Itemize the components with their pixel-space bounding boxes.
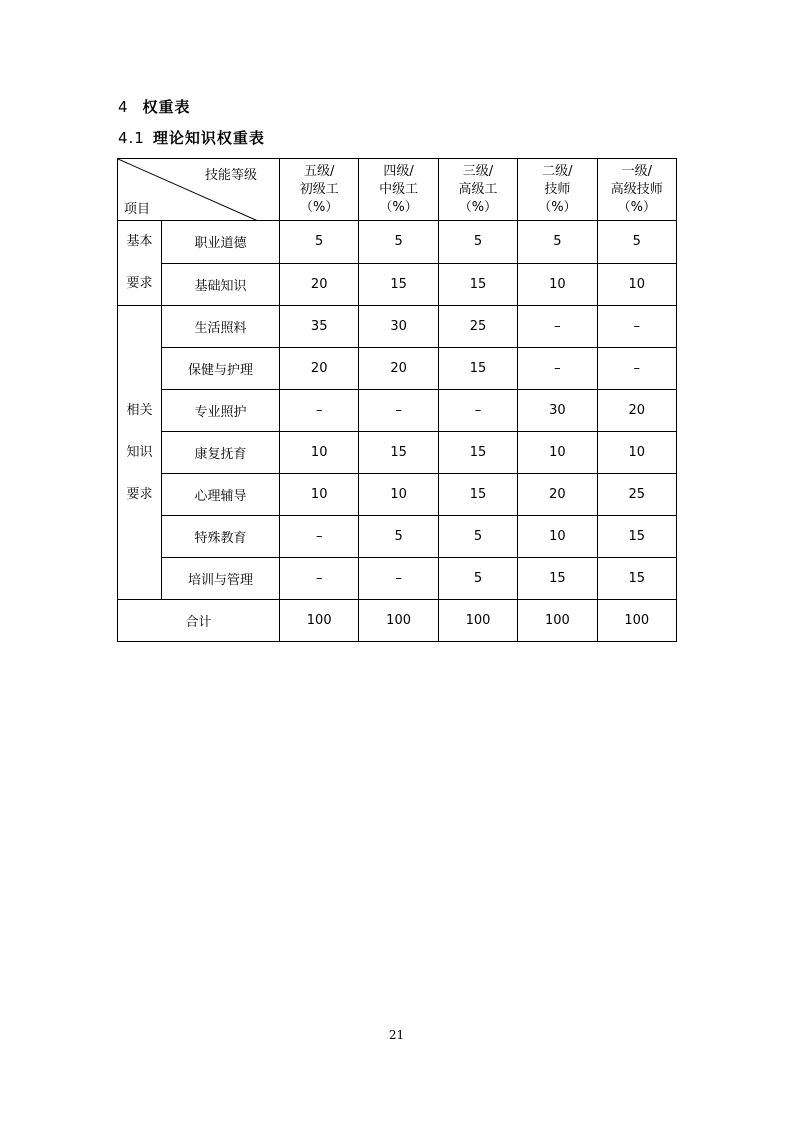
value-cell: 10 (518, 263, 597, 306)
value-cell: – (359, 390, 438, 432)
value-cell: 5 (359, 221, 438, 264)
total-label: 合计 (118, 600, 280, 642)
item-label: 生活照料 (162, 306, 280, 348)
value-cell: 10 (597, 263, 676, 306)
value-cell: 5 (280, 221, 359, 264)
value-cell: 5 (438, 221, 517, 264)
value-cell: – (597, 306, 676, 348)
value-cell: 10 (518, 432, 597, 474)
level-header: 五级/ 初级工 （%） (280, 159, 359, 221)
value-cell: 10 (280, 474, 359, 516)
value-cell: 20 (597, 390, 676, 432)
value-cell: 15 (359, 432, 438, 474)
total-row (118, 600, 677, 642)
value-cell: 5 (438, 558, 517, 600)
table-row (118, 432, 677, 474)
table-row (118, 474, 677, 516)
table-row (118, 348, 677, 390)
value-cell: 10 (597, 432, 676, 474)
level-header: 三级/ 高级工 （%） (438, 159, 517, 221)
value-cell: 20 (359, 348, 438, 390)
value-cell: – (518, 306, 597, 348)
table-row (118, 263, 677, 306)
item-label: 职业道德 (162, 221, 280, 264)
corner-top-label: 技能等级 (204, 168, 257, 183)
value-cell: – (438, 390, 517, 432)
item-label: 培训与管理 (162, 558, 280, 600)
value-cell: – (280, 390, 359, 432)
value-cell: 15 (597, 558, 676, 600)
value-cell: 10 (280, 432, 359, 474)
total-value: 100 (438, 600, 517, 642)
value-cell: 15 (597, 516, 676, 558)
value-cell: 5 (359, 516, 438, 558)
value-cell: 30 (359, 306, 438, 348)
total-value: 100 (597, 600, 676, 642)
value-cell: – (359, 558, 438, 600)
value-cell: 15 (518, 558, 597, 600)
value-cell: 35 (280, 306, 359, 348)
table-row (118, 221, 677, 264)
level-header: 四级/ 中级工 （%） (359, 159, 438, 221)
section-heading: 4 权重表 (118, 98, 191, 116)
table-row (118, 306, 677, 348)
value-cell: – (280, 516, 359, 558)
value-cell: 15 (438, 474, 517, 516)
value-cell: 15 (359, 263, 438, 306)
table-row (118, 516, 677, 558)
subsection-heading: 4.1 理论知识权重表 (118, 129, 265, 147)
value-cell: – (518, 348, 597, 390)
value-cell: 10 (359, 474, 438, 516)
value-cell: 30 (518, 390, 597, 432)
value-cell: 20 (518, 474, 597, 516)
level-header: 一级/ 高级技师 （%） (597, 159, 676, 221)
item-label: 心理辅导 (162, 474, 280, 516)
corner-cell (118, 159, 280, 221)
value-cell: 15 (438, 348, 517, 390)
corner-bottom-label: 项目 (124, 202, 151, 217)
value-cell: 25 (597, 474, 676, 516)
value-cell: 20 (280, 348, 359, 390)
item-label: 康复抚育 (162, 432, 280, 474)
group-label-basic: 基本 要求 (118, 221, 162, 306)
table-row (118, 558, 677, 600)
item-label: 专业照护 (162, 390, 280, 432)
value-cell: 20 (280, 263, 359, 306)
weight-table (117, 158, 677, 642)
value-cell: 5 (438, 516, 517, 558)
value-cell: 15 (438, 432, 517, 474)
page-number: 21 (388, 1028, 405, 1042)
item-label: 基础知识 (162, 263, 280, 306)
total-value: 100 (518, 600, 597, 642)
value-cell: 10 (518, 516, 597, 558)
value-cell: 5 (597, 221, 676, 264)
value-cell: 5 (518, 221, 597, 264)
header-row (118, 159, 677, 221)
total-value: 100 (280, 600, 359, 642)
item-label: 特殊教育 (162, 516, 280, 558)
value-cell: – (597, 348, 676, 390)
total-value: 100 (359, 600, 438, 642)
level-header: 二级/ 技师 （%） (518, 159, 597, 221)
value-cell: 25 (438, 306, 517, 348)
table-row (118, 390, 677, 432)
group-label-related: 相关 知识 要求 (118, 306, 162, 600)
value-cell: 15 (438, 263, 517, 306)
item-label: 保健与护理 (162, 348, 280, 390)
value-cell: – (280, 558, 359, 600)
